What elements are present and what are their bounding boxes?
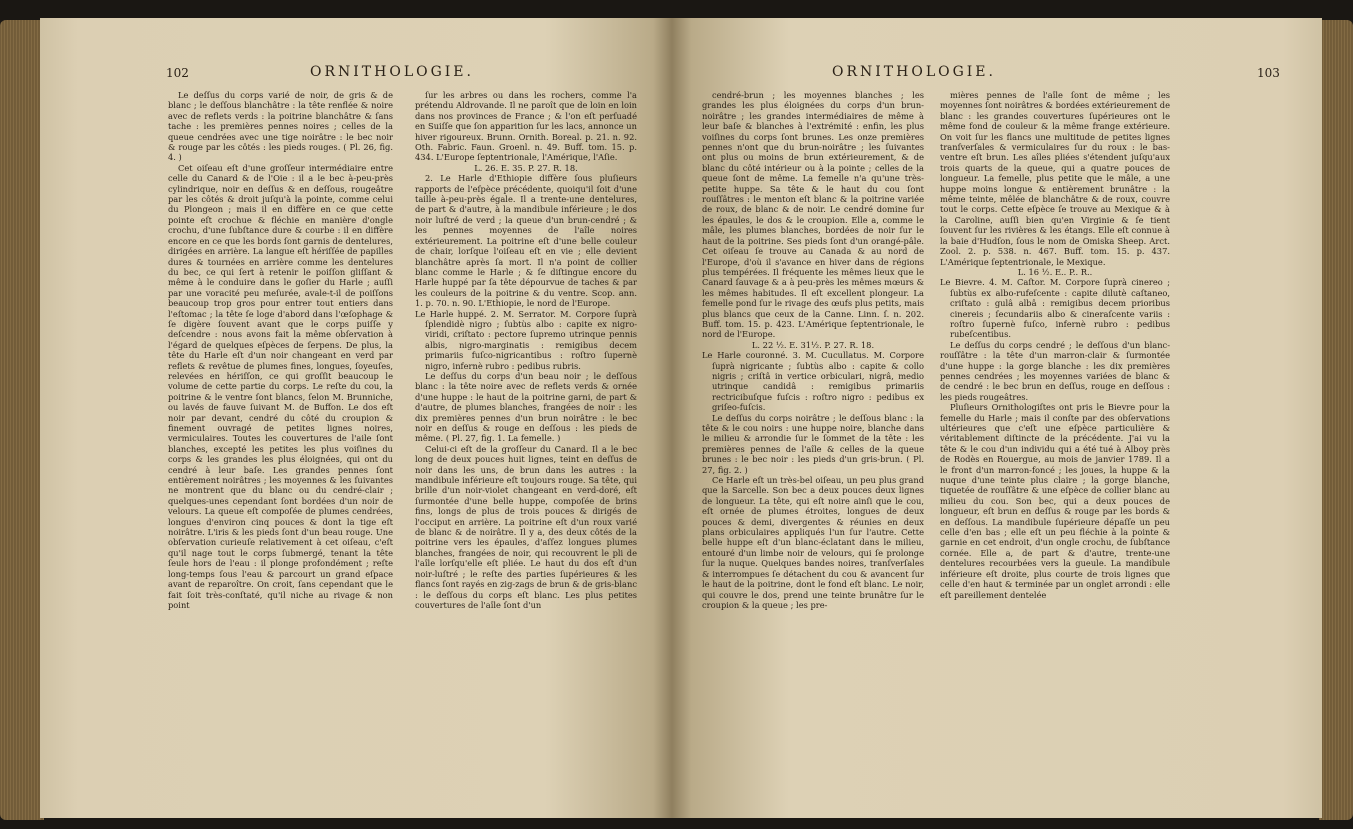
paragraph: mières pennes de l'aîle ſont de même ; les moyennes ſont noirâtres & bordées extérieurement de blanc : les grandes couvertures ſupérieures ont le même fond de couleur & la même frange extérieure. On voit ſur les flancs une multitude de petites lignes tranſverſales & vermiculaires ſur du roux : le bas-ventre eſt brun. Les aîles pliées s'étendent juſqu'aux trois quarts de la queue, qui a quatre pouces de longueur. La femelle, plus petite que le mâle, a une huppe moins longue & entièrement brunâtre : la même teinte, mêlée de blanchâtre & de roux, couvre tout le corps. Cette eſpèce ſe trouve au Mexique & à la Caroline, auſſi bien qu'en Virginie & ſe tient ſouvent ſur les rivières & les étangs. Elle eſt connue à la baie d'Hudſon, ſous le nom de Omiska Sheep. Arct. Zool. 2. p. 538. n. 467. Buff. tom. 15. p. 437. L'Amérique ſeptentrionale, le Mexique. xyxy=(940,90,1170,267)
paragraph: Le Bievre. 4. M. Caſtor. M. Corpore ſuprà cinereo ; ſubtùs ex albo-rufeſcente : capite dilutè caſtaneo, criſtato : gulâ albâ : remigibus decem prioribus cinereis ; ſecundariis albo & cineraſcente variis : roſtro ſupernè fuſco, infernè rubro : pedibus rubeſcentibus. xyxy=(940,277,1170,340)
paragraph: Le deſſus du corps cendré ; le deſſous d'un blanc-rouſſâtre : la tête d'un marron-clair & ſurmontée d'une huppe : la gorge blanche : les dix premières pennes cendrées ; les moyennes variées de blanc & de cendré : le bec brun en deſſus, rouge en deſſous : les pieds rougeâtres. xyxy=(940,339,1170,402)
left-column-1 xyxy=(168,90,393,818)
paragraph: cendré-brun ; les moyennes blanches ; les grandes les plus éloignées du corps d'un brun-noirâtre ; les grandes intermédiaires de même à leur baſe & blanches à l'extrémité : enfin, les plus voiſines du corps ſont brunes. Les onze premières pennes n'ont que du brun-noirâtre ; les ſuivantes ont plus ou moins de brun extérieurement, & de blanc du côté intérieur ou à la pointe ; celles de la queue ſont de même. La femelle n'a qu'une très-petite huppe. Sa tête & le haut du cou ſont rouſſâtres : le menton eſt blanc & la poitrine variée de roux, de blanc & de noir. Le cendré domine ſur les épaules, le dos & le croupion. Elle a, comme le mâle, les plumes blanches, bordées de noir ſur le haut de la poitrine. Ses pieds ſont d'un orangé-pâle. Cet oiſeau ſe trouve au Canada & au nord de l'Europe, d'où il s'avance en hiver dans de régions plus tempérées. Il fréquente les mêmes lieux que le Canard ſauvage & a à peu-près les mêmes mœurs & les mêmes habitudes. Il eſt excellent plongeur. La femelle pond ſur le rivage des œufs plus petits, mais plus blancs que ceux de la Canne. Linn. ſ. n. 202. Buff. tom. 15. p. 423. L'Amérique ſeptentrionale, le nord de l'Europe. xyxy=(702,90,924,340)
paragraph: Cet oiſeau eſt d'une groſſeur intermédiaire entre celle du Canard & de l'Oie : il a le bec à-peu-près cylindrique, noir en deſſus & en deſſous, rougeâtre par les côtés & droit juſqu'à la pointe, comme celui du Plongeon ; mais il en diffère en ce que cette pointe eſt crochue & fléchie en manière d'ongle crochu, d'une ſubſtance dure & courbe : il en diffère encore en ce que les bords ſont garnis de dentelures, dirigées en arrière. La langue eſt hériſſée de papilles dures & tournées en arrière comme les dentelures du bec, ce qui ſert à retenir le poiſſon gliſſant & même à le conduire dans le goſier du Harle ; auſſi par une voracité peu meſurée, avale-t-il de poiſſons beaucoup trop gros pour entrer tout entiers dans l'eſtomac ; la tête ſe loge d'abord dans l'œſophage & ſe digère ſouvent avant que le corps puiſſe y deſcendre : nous avons fait la même obſervation à l'égard de quelques eſpèces de ſerpens. De plus, la tête du Harle eſt d'un noir changeant en verd par reflets & revêtue de plumes fines, longues, ſoyeuſes, relevées en hériſſon, ce qui groſſit beaucoup le volume de cette partie du corps. Le reſte du cou, la poitrine & le ventre ſont blancs, ſelon M. Brunniche, ou lavés de fauve ſuivant M. de Buffon. Le dos eſt noir par devant, cendré du côté du croupion & finement ouvragé de petites lignes noires, vermiculaires. Toutes les couvertures de l'aile ſont blanches, excepté les petites les plus voiſines du corps & les grandes les plus éloignées, qui ont du cendré à leur baſe. Les grandes pennes ſont entièrement noirâtres ; les moyennes & les ſuivantes ne montrent que du blanc ou du cendré-clair ; quelques-unes cependant ſont bordées d'un noir de velours. La queue eſt compoſée de plumes cendrées, longues d'environ cinq pouces & dont la tige eſt noirâtre. L'iris & les pieds ſont d'un beau rouge. Une obſervation curieuſe relativement à cet oiſeau, c'eſt qu'il nage tout le corps ſubmergé, tenant la tête ſeule hors de l'eau : il plonge profondément ; reſte long-temps ſous l'eau & parcourt un grand eſpace avant de reparoître. On croit, ſans cependant que le fait ſoit très-conſtaté, qu'il niche au rivage & non point xyxy=(168,162,393,610)
right-column-1 xyxy=(702,90,924,818)
paragraph: L. 26. E. 35. P. 27. R. 18. xyxy=(474,162,578,173)
paragraph: Le deſſus du corps d'un beau noir ; le deſſous blanc : la tête noire avec de reflets verds & ornée d'une huppe : le haut de la poitrine garni, de part & d'autre, de plumes blanches, frangées de noir : les dix premières pennes d'un brun noirâtre : le bec noir en deſſus & rouge en deſſous : les pieds de même. ( Pl. 27, fig. 1. La femelle. ) xyxy=(415,370,637,444)
paragraph: Ce Harle eſt un très-bel oiſeau, un peu plus grand que la Sarcelle. Son bec a deux pouces deux lignes de longueur. La tête, qui eſt noire ainſi que le cou, eſt ornée de plumes étroites, longues de deux pouces & demi, divergentes & réunies en deux plans orbiculaires appliqués l'un ſur l'autre. Cette belle huppe eſt d'un blanc-éclatant dans le milieu, entouré d'un limbe noir de velours, qui ſe prolonge ſur la nuque. Quelques bandes noires, tranſverſales & interrompues ſe détachent du cou & avancent ſur le haut de la poitrine, dont le fond eſt blanc. Le noir, qui couvre le dos, prend une teinte brunâtre ſur le croupion & la queue ; les pre- xyxy=(702,475,924,610)
paragraph: ſur les arbres ou dans les rochers, comme l'a prétendu Aldrovande. Il ne paroît que de loin en loin dans nos provinces de France ; & l'on eſt perſuadé en Suiſſe que ſon apparition ſur les lacs, annonce un hiver rigoureux. Brunn. Ornith. Boreal. p. 21. n. 92. Oth. Fabric. Faun. Groenl. n. 49. Buff. tom. 15. p. 434. L'Europe ſeptentrionale, l'Amérique, l'Aſie. xyxy=(415,90,637,163)
paragraph: L. 16 ½. E.. P.. R.. xyxy=(1017,266,1093,277)
paragraph: L. 22 ½. E. 31½. P. 27. R. 18. xyxy=(751,339,875,350)
paragraph: Le Harle couronné. 3. M. Cucullatus. M. Corpore ſuprà nigricante ; ſubtùs albo : capite & collo nigris ; criſtâ in vertice orbiculari, nigrâ, medio utrinque candidâ : remigibus primariis rectricibuſque fuſcis : roſtro nigro : pedibus ex griſeo-fuſcis. xyxy=(702,350,924,413)
right-column-2 xyxy=(940,90,1170,818)
right-page-edges xyxy=(1319,20,1353,820)
paragraph: Pluſieurs Ornithologiſtes ont pris le Bievre pour la femelle du Harle ; mais il conſte par des obſervations ultérieures que c'eſt une eſpèce particulière & véritablement diſtincte de la précédente. J'ai vu la tête & le cou d'un individu qui a été tué à Alboy près de Rodès en Rouergue, au mois de janvier 1789. Il a le front d'un marron-foncé ; les joues, la huppe & la nuque d'une teinte plus claire ; la gorge blanche, tiquetée de rouſſâtre & une eſpèce de collier blanc au milieu du cou. Son bec, qui a deux pouces de longueur, eſt brun en deſſus & rouge par les bords & en deſſous. La mandibule ſupérieure dépaſſe un peu celle d'en bas ; elle eſt un peu fléchie à la pointe & garnie en cet endroit, d'un ongle crochu, de ſubſtance cornée. Elle a, de part & d'autre, trente-une dentelures recourbées vers la gueule. La mandibule inférieure eſt droite, plus courte de trois lignes que celle d'en haut & terminée par un onglet arrondi : elle eſt pareillement dentelée xyxy=(940,402,1170,600)
paragraph: Le deſſus du corps noirâtre ; le deſſous blanc : la tête & le cou noirs : une huppe noire, blanche dans le milieu & arrondie ſur le ſommet de la tête : les premières pennes de l'aîle & celles de la queue brunes : le bec noir : les pieds d'un gris-brun. ( Pl. 27, fig. 2. ) xyxy=(702,412,924,475)
right-page xyxy=(672,18,1322,818)
left-page-number: 102 xyxy=(166,66,189,80)
paragraph: Celui-ci eſt de la groſſeur du Canard. Il a le bec long de deux pouces huit lignes, teint en deſſus de noir dans les uns, de brun dans les autres : la mandibule inférieure eſt toujours rouge. Sa tête, qui brille d'un noir-violet changeant en verd-doré, eſt ſurmontée d'une belle huppe, compoſée de brins fins, longs de plus de trois pouces & dirigés de l'occiput en arrière. La poitrine eſt d'un roux varié de blanc & de noirâtre. Il y a, des deux côtés de la poitrine vers les épaules, d'aſſez longues plumes blanches, frangées de noir, qui recouvrent le pli de l'aîle lorſqu'elle eſt pliée. Le haut du dos eſt d'un noir-luſtré ; le reſte des parties ſupérieures & les flancs ſont rayés en zig-zags de brun & de gris-blanc : le deſſous du corps eſt blanc. Les plus petites couvertures de l'aîle ſont d'un xyxy=(415,443,637,610)
paragraph: 2. Le Harle d'Ethiopie diffère ſous pluſieurs rapports de l'eſpèce précédente, quoiqu'il ſoit d'une taille à-peu-près égale. Il a trente-une dentelures, de part & d'autre, à la mandibule inférieure ; le dos noir luſtré de verd ; la queue d'un brun-cendré ; & les pennes moyennes de l'aîle noires extérieurement. La poitrine eſt d'une belle couleur de chair, lorſque l'oiſeau eſt en vie ; elle devient blanchâtre après ſa mort. Il n'a point de collier blanc comme le Harle ; & ſe diſtingue encore du Harle huppé par ſa tête dépourvue de taches & par les couleurs de la poitrine & du ventre. Scop. ann. 1. p. 70. n. 90. L'Ethiopie, le nord de l'Europe. xyxy=(415,173,637,309)
paragraph: Le Harle huppé. 2. M. Serrator. M. Corpore ſuprà ſplendidè nigro ; ſubtùs albo : capite ex nigro-viridi, criſtato : pectore ſupremo utrinque pennis albis, nigro-marginatis : remigibus decem primariis fuſco-nigricantibus : roſtro ſupernè nigro, infernè rubro : pedibus rubris. xyxy=(415,308,637,371)
left-page xyxy=(40,18,672,818)
left-page-edges xyxy=(0,20,44,820)
left-running-head: ORNITHOLOGIE. xyxy=(310,64,474,80)
right-running-head: ORNITHOLOGIE. xyxy=(832,64,996,80)
right-page-number: 103 xyxy=(1257,66,1280,80)
paragraph: Le deſſus du corps varié de noir, de gris & de blanc ; le deſſous blanchâtre : la tête renflée & noire avec de reflets verds : la poitrine blanchâtre & ſans tache : les premières pennes noires ; celles de la queue cendrées avec une tige noirâtre : le bec noir & rouge par les côtés : les pieds rouges. ( Pl. 26, fig. 4. ) xyxy=(168,90,393,163)
left-column-2 xyxy=(415,90,637,818)
